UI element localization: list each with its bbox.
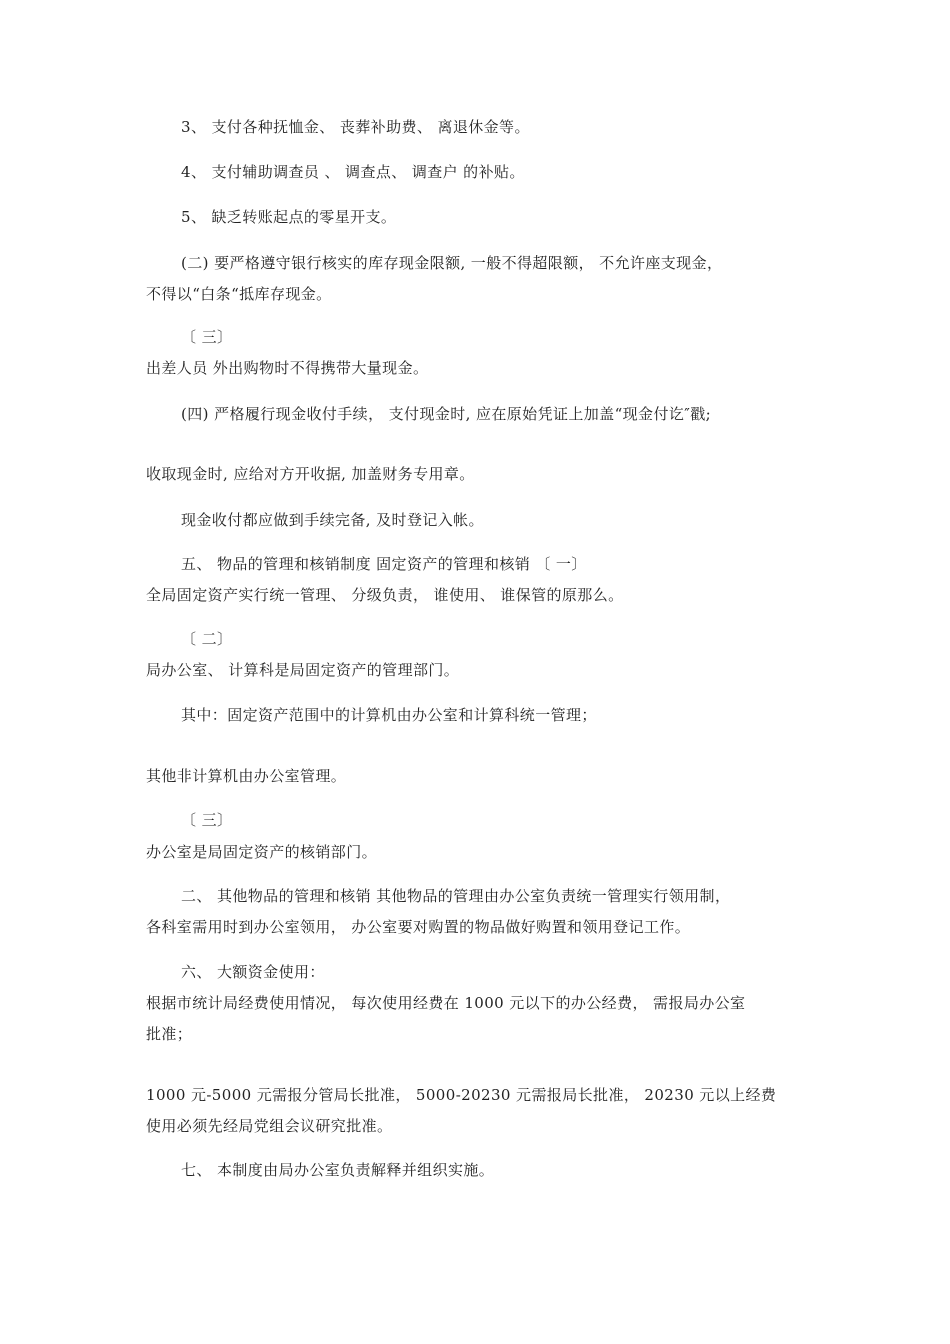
paragraph-two-line-1: (二) 要严格遵守银行核实的库存现金限额, 一般不得超限额， 不允许座支现金， bbox=[181, 254, 723, 272]
paragraph-cash-summary: 现金收付都应做到手续完备, 及时登记入帐。 bbox=[181, 511, 484, 529]
paragraph-six-line-4: 使用必须先经局党组会议研究批准。 bbox=[146, 1117, 393, 1135]
paragraph-other-items-line-1: 二、 其他物品的管理和核销 其他物品的管理由办公室负责统一管理实行领用制， bbox=[181, 887, 731, 905]
paragraph-five-two-text: 局办公室、 计算科是局固定资产的管理部门。 bbox=[146, 661, 460, 679]
section-marker-three: 〔 三〕 bbox=[181, 328, 233, 346]
paragraph-four-line-2: 收取现金时, 应给对方开收据, 加盖财务专用章。 bbox=[146, 465, 475, 483]
paragraph-item-4: 4、 支付辅助调查员 、 调查点、 调查户 的补贴。 bbox=[181, 163, 525, 181]
paragraph-item-3: 3、 支付各种抚恤金、 丧葬补助费、 离退休金等。 bbox=[181, 118, 530, 136]
paragraph-three-text: 出差人员 外出购物时不得携带大量现金。 bbox=[146, 359, 429, 377]
paragraph-six-line-1: 根据市统计局经费使用情况， 每次使用经费在 1000 元以下的办公经费， 需报局办公室 bbox=[146, 994, 746, 1012]
paragraph-four-line-1: (四) 严格履行现金收付手续， 支付现金时, 应在原始凭证上加盖“现金付讫″戳; bbox=[181, 405, 712, 423]
paragraph-five-one-text: 全局固定资产实行统一管理、 分级负责， 谁使用、 谁保管的原那么。 bbox=[146, 586, 624, 604]
paragraph-two-line-2: 不得以“白条“抵库存现金。 bbox=[146, 285, 332, 303]
section-marker-three-b: 〔 三〕 bbox=[181, 811, 233, 829]
paragraph-six-line-3: 1000 元-5000 元需报分管局长批准， 5000-20230 元需报局长批准， 20230 元以上经费 bbox=[146, 1086, 777, 1104]
section-marker-two: 〔 二〕 bbox=[181, 630, 233, 648]
paragraph-six-line-2: 批准； bbox=[146, 1025, 193, 1043]
section-six-heading: 六、 大额资金使用： bbox=[181, 963, 325, 981]
paragraph-other-items-line-2: 各科室需用时到办公室领用， 办公室要对购置的物品做好购置和领用登记工作。 bbox=[146, 918, 691, 936]
paragraph-five-three-text: 办公室是局固定资产的核销部门。 bbox=[146, 843, 378, 861]
section-five-heading: 五、 物品的管理和核销制度 固定资产的管理和核销 〔 一〕 bbox=[181, 555, 587, 573]
paragraph-five-two-detail: 其中：固定资产范围中的计算机由办公室和计算科统一管理； bbox=[181, 706, 597, 724]
paragraph-item-5: 5、 缺乏转账起点的零星开支。 bbox=[181, 208, 397, 226]
section-seven-text: 七、 本制度由局办公室负责解释并组织实施。 bbox=[181, 1161, 495, 1179]
paragraph-five-two-detail-2: 其他非计算机由办公室管理。 bbox=[146, 767, 347, 785]
